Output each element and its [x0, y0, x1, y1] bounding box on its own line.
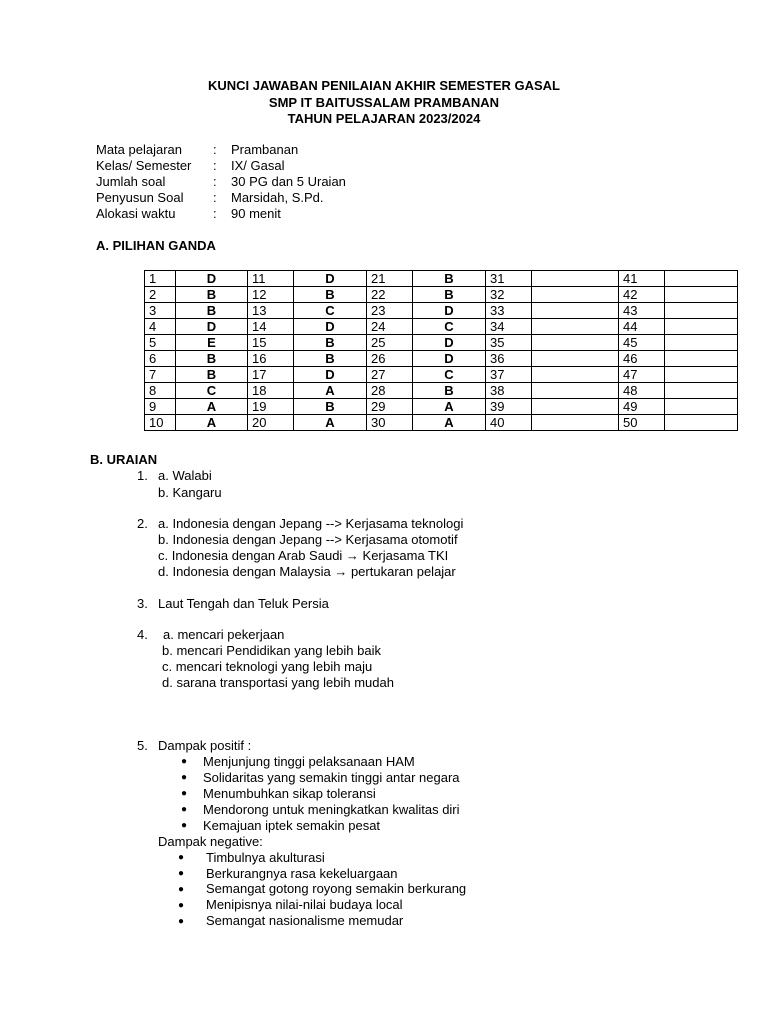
q2-answer-b: b. Indonesia dengan Jepang --> Kerjasama otomotif — [158, 532, 458, 547]
answer-key-cell — [665, 367, 738, 383]
q4-answer-a: a. mencari pekerjaan — [163, 627, 285, 642]
meta-colon: : — [213, 142, 217, 157]
question-number-cell: 18 — [248, 383, 294, 399]
meta-label-subject: Mata pelajaran — [96, 142, 182, 157]
table-row — [145, 415, 738, 431]
q4-answer-c: c. mencari teknologi yang lebih maju — [162, 659, 373, 674]
question-number-cell: 27 — [367, 367, 413, 383]
q5-positive-title: Dampak positif : — [158, 738, 252, 753]
positive-item: Menjunjung tinggi pelaksanaan HAM — [203, 754, 415, 769]
answer-key-cell: C — [413, 367, 486, 383]
bullet-icon: ● — [181, 820, 188, 831]
question-number-cell: 45 — [619, 335, 665, 351]
answer-key-cell: B — [176, 367, 248, 383]
negative-item: Berkurangnya rasa kekeluargaan — [206, 866, 398, 881]
answer-key-cell: B — [413, 271, 486, 287]
q4-answer-d: d. sarana transportasi yang lebih mudah — [162, 675, 394, 690]
answer-key-cell — [532, 319, 619, 335]
answer-key-cell: B — [413, 383, 486, 399]
meta-value-time: 90 menit — [231, 206, 281, 221]
question-number-cell: 31 — [486, 271, 532, 287]
answer-key-cell — [665, 303, 738, 319]
bullet-icon: ● — [181, 804, 188, 815]
bullet-icon: ● — [181, 772, 188, 783]
question-number-cell: 28 — [367, 383, 413, 399]
table-row — [145, 367, 738, 383]
question-number-cell: 35 — [486, 335, 532, 351]
question-number-cell: 40 — [486, 415, 532, 431]
answer-key-cell: E — [176, 335, 248, 351]
table-row — [145, 399, 738, 415]
question-number-cell: 8 — [145, 383, 176, 399]
question-number-cell: 11 — [248, 271, 294, 287]
answer-key-cell: B — [294, 335, 367, 351]
question-number-cell: 26 — [367, 351, 413, 367]
meta-colon: : — [213, 190, 217, 205]
q3-number: 3. — [137, 596, 148, 611]
question-number-cell: 12 — [248, 287, 294, 303]
answer-key-cell — [665, 335, 738, 351]
meta-value-author: Marsidah, S.Pd. — [231, 190, 324, 205]
question-number-cell: 33 — [486, 303, 532, 319]
answer-key-cell: B — [294, 287, 367, 303]
answer-key-cell — [665, 415, 738, 431]
q3-answer: Laut Tengah dan Teluk Persia — [158, 596, 329, 611]
answer-key-cell — [665, 319, 738, 335]
answer-key-cell: A — [413, 415, 486, 431]
question-number-cell: 6 — [145, 351, 176, 367]
question-number-cell: 13 — [248, 303, 294, 319]
answer-key-cell — [665, 399, 738, 415]
q4-answer-b: b. mencari Pendidikan yang lebih baik — [162, 643, 381, 658]
question-number-cell: 32 — [486, 287, 532, 303]
bullet-icon: ● — [178, 868, 185, 879]
answer-key-cell: B — [413, 287, 486, 303]
answer-key-cell — [532, 287, 619, 303]
answer-key-cell: D — [413, 303, 486, 319]
q5-negative-title: Dampak negative: — [158, 834, 263, 849]
doc-title-line2: SMP IT BAITUSSALAM PRAMBANAN — [268, 95, 500, 110]
question-number-cell: 23 — [367, 303, 413, 319]
bullet-icon: ● — [181, 788, 188, 799]
section-b-heading: B. URAIAN — [90, 452, 158, 467]
question-number-cell: 25 — [367, 335, 413, 351]
question-number-cell: 2 — [145, 287, 176, 303]
answer-key-cell: D — [294, 367, 367, 383]
answer-key-cell: B — [294, 399, 367, 415]
answer-key-cell — [532, 271, 619, 287]
question-number-cell: 30 — [367, 415, 413, 431]
negative-item: Semangat gotong royong semakin berkurang — [206, 881, 467, 896]
positive-item: Kemajuan iptek semakin pesat — [203, 818, 381, 833]
question-number-cell: 16 — [248, 351, 294, 367]
question-number-cell: 43 — [619, 303, 665, 319]
answer-key-cell — [665, 287, 738, 303]
q4-number: 4. — [137, 627, 148, 642]
question-number-cell: 9 — [145, 399, 176, 415]
meta-colon: : — [213, 206, 217, 221]
answer-key-cell: C — [294, 303, 367, 319]
meta-value-count: 30 PG dan 5 Uraian — [231, 174, 346, 189]
question-number-cell: 10 — [145, 415, 176, 431]
doc-title-line1: KUNCI JAWABAN PENILAIAN AKHIR SEMESTER GASAL — [208, 78, 560, 93]
question-number-cell: 47 — [619, 367, 665, 383]
answer-key-cell — [532, 335, 619, 351]
question-number-cell: 50 — [619, 415, 665, 431]
answer-key-cell — [532, 351, 619, 367]
answer-key-cell: A — [176, 399, 248, 415]
answer-key-cell: C — [413, 319, 486, 335]
positive-item: Menumbuhkan sikap toleransi — [203, 786, 376, 801]
question-number-cell: 44 — [619, 319, 665, 335]
q2-answer-a: a. Indonesia dengan Jepang --> Kerjasama teknologi — [158, 516, 464, 531]
answer-key-cell: A — [413, 399, 486, 415]
meta-label-class: Kelas/ Semester — [96, 158, 192, 173]
positive-item: Mendorong untuk meningkatkan kwalitas diri — [203, 802, 460, 817]
meta-label-author: Penyusun Soal — [96, 190, 184, 205]
question-number-cell: 5 — [145, 335, 176, 351]
table-row — [145, 383, 738, 399]
answer-key-cell: B — [294, 351, 367, 367]
meta-colon: : — [213, 174, 217, 189]
answer-key-cell — [665, 271, 738, 287]
answer-key-cell: A — [294, 383, 367, 399]
question-number-cell: 3 — [145, 303, 176, 319]
answer-key-cell: D — [413, 335, 486, 351]
answer-key-cell: A — [294, 415, 367, 431]
q1-number: 1. — [137, 468, 148, 483]
table-row — [145, 303, 738, 319]
answer-table — [144, 270, 738, 431]
doc-title-line3: TAHUN PELAJARAN 2023/2024 — [287, 111, 481, 126]
question-number-cell: 21 — [367, 271, 413, 287]
question-number-cell: 7 — [145, 367, 176, 383]
q1-answer-a: a. Walabi — [158, 468, 212, 483]
question-number-cell: 36 — [486, 351, 532, 367]
answer-key-cell: B — [176, 303, 248, 319]
q2-answer-d: d. Indonesia dengan Malaysia → pertukaran pelajar — [158, 564, 456, 579]
answer-key-cell: D — [294, 319, 367, 335]
bullet-icon: ● — [178, 852, 185, 863]
answer-key-cell: B — [176, 351, 248, 367]
question-number-cell: 29 — [367, 399, 413, 415]
question-number-cell: 14 — [248, 319, 294, 335]
question-number-cell: 15 — [248, 335, 294, 351]
question-number-cell: 38 — [486, 383, 532, 399]
bullet-icon: ● — [178, 916, 185, 927]
question-number-cell: 46 — [619, 351, 665, 367]
section-a-heading: A. PILIHAN GANDA — [96, 238, 216, 253]
meta-colon: : — [213, 158, 217, 173]
bullet-icon: ● — [181, 756, 188, 767]
answer-key-cell — [532, 303, 619, 319]
question-number-cell: 34 — [486, 319, 532, 335]
negative-item: Menipisnya nilai-nilai budaya local — [206, 897, 403, 912]
question-number-cell: 19 — [248, 399, 294, 415]
meta-label-time: Alokasi waktu — [96, 206, 176, 221]
bullet-icon: ● — [178, 900, 185, 911]
q2-number: 2. — [137, 516, 148, 531]
q5-number: 5. — [137, 738, 148, 753]
question-number-cell: 24 — [367, 319, 413, 335]
question-number-cell: 20 — [248, 415, 294, 431]
answer-key-cell — [532, 399, 619, 415]
answer-key-cell: D — [413, 351, 486, 367]
table-row — [145, 271, 738, 287]
table-row — [145, 351, 738, 367]
answer-key-cell: C — [176, 383, 248, 399]
answer-key-cell — [532, 367, 619, 383]
negative-item: Semangat nasionalisme memudar — [206, 913, 404, 928]
question-number-cell: 42 — [619, 287, 665, 303]
table-row — [145, 287, 738, 303]
q1-answer-b: b. Kangaru — [158, 485, 222, 500]
question-number-cell: 17 — [248, 367, 294, 383]
table-row — [145, 319, 738, 335]
question-number-cell: 48 — [619, 383, 665, 399]
meta-value-subject: Prambanan — [231, 142, 299, 157]
answer-key-cell — [665, 351, 738, 367]
answer-key-cell: A — [176, 415, 248, 431]
question-number-cell: 22 — [367, 287, 413, 303]
question-number-cell: 39 — [486, 399, 532, 415]
answer-key-cell: D — [176, 319, 248, 335]
q2-answer-c: c. Indonesia dengan Arab Saudi → Kerjasama TKI — [158, 548, 449, 563]
meta-label-count: Jumlah soal — [96, 174, 166, 189]
question-number-cell: 1 — [145, 271, 176, 287]
meta-value-class: IX/ Gasal — [231, 158, 285, 173]
table-row — [145, 335, 738, 351]
answer-key-cell — [532, 383, 619, 399]
positive-item: Solidaritas yang semakin tinggi antar negara — [203, 770, 460, 785]
answer-key-cell — [665, 383, 738, 399]
bullet-icon: ● — [178, 884, 185, 895]
question-number-cell: 4 — [145, 319, 176, 335]
question-number-cell: 37 — [486, 367, 532, 383]
answer-key-cell: D — [176, 271, 248, 287]
answer-key-cell: B — [176, 287, 248, 303]
answer-key-cell: D — [294, 271, 367, 287]
question-number-cell: 49 — [619, 399, 665, 415]
negative-item: Timbulnya akulturasi — [206, 850, 325, 865]
answer-key-cell — [532, 415, 619, 431]
question-number-cell: 41 — [619, 271, 665, 287]
